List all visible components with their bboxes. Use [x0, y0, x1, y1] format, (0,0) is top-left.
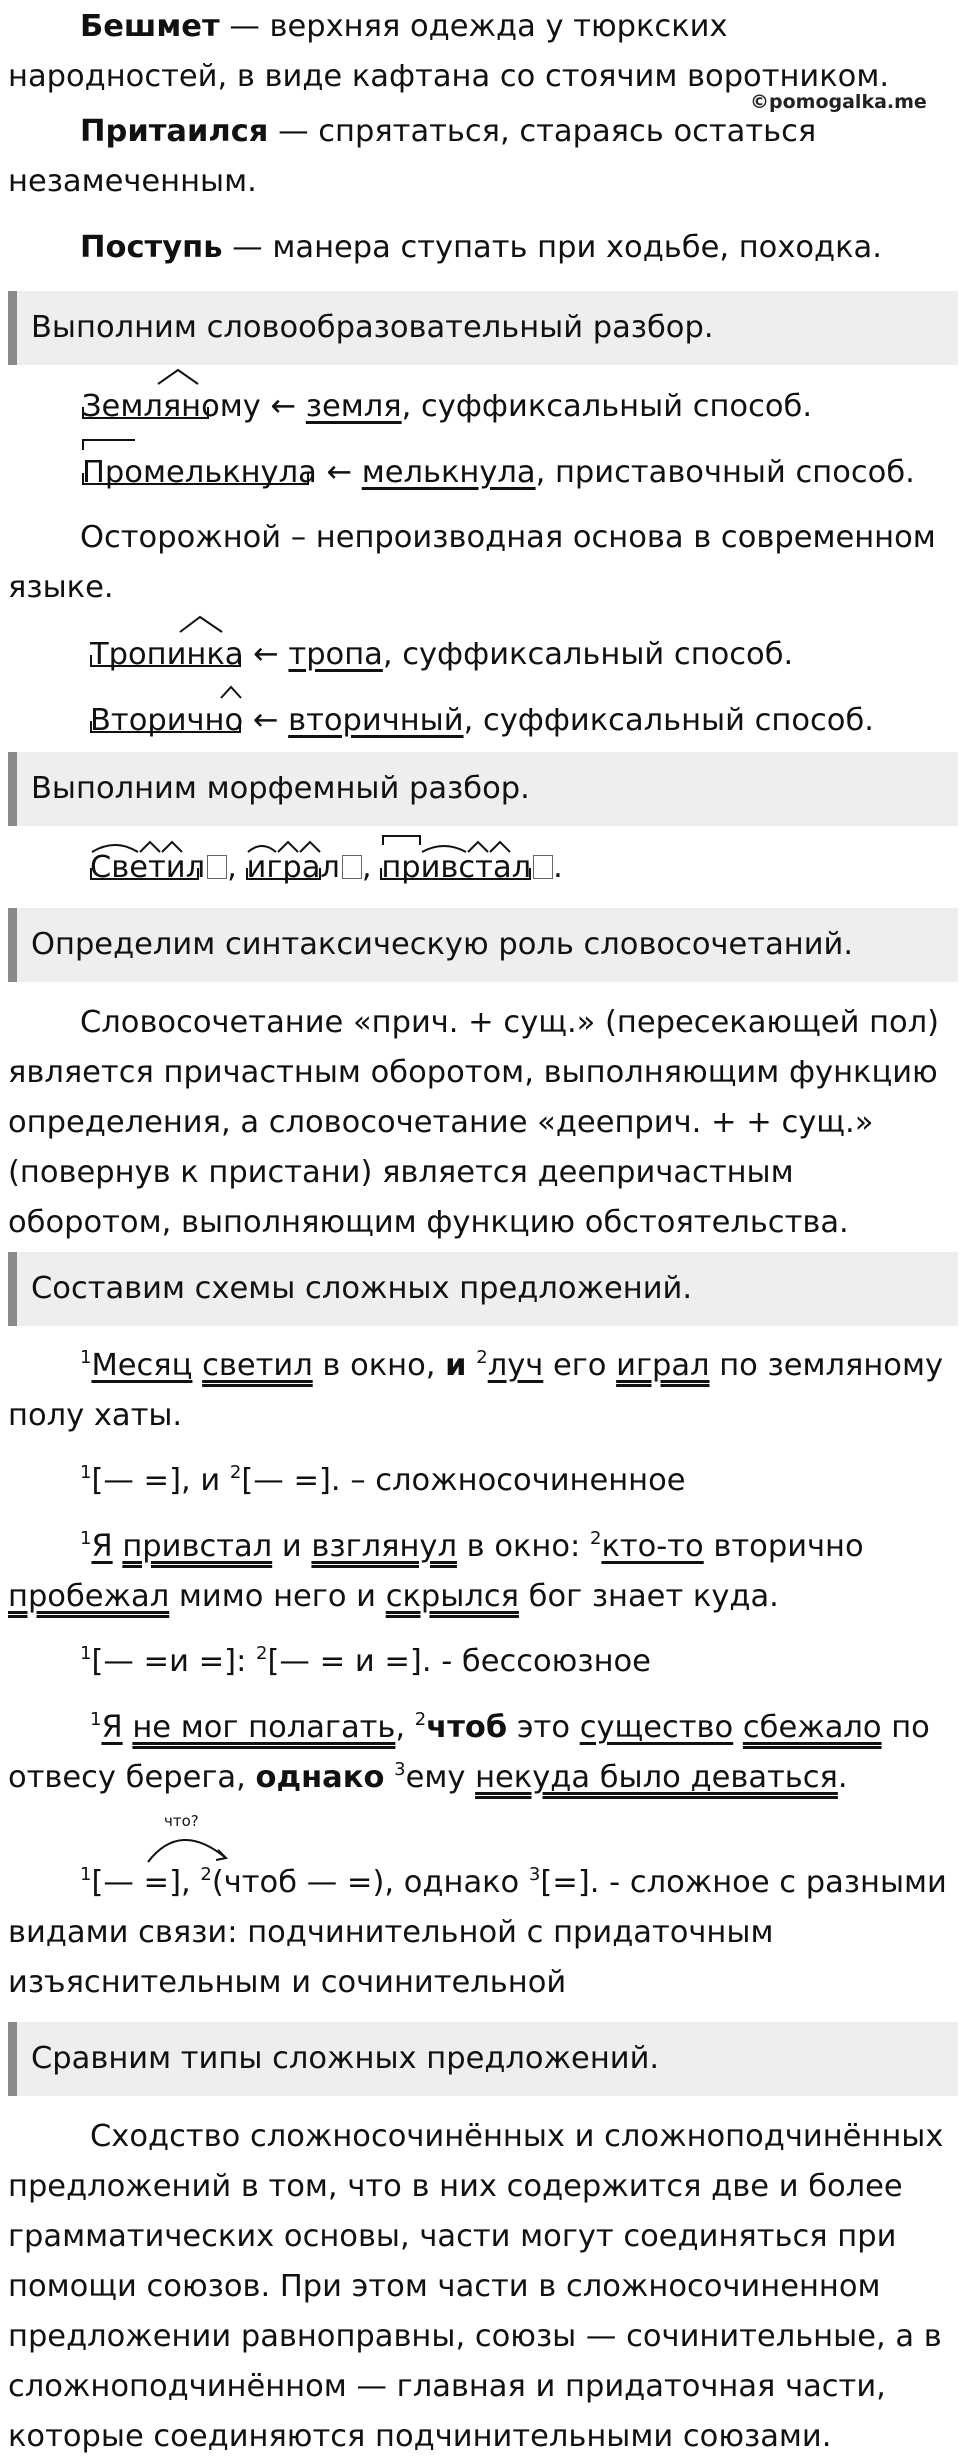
definition-beshmet: Бешмет — верхняя одежда у тюркских народностей, в виде кафтана со стоячим воротником.: [8, 9, 890, 94]
conjunction: однако: [255, 1760, 385, 1795]
wf-line-ostorozhnoy: Осторожной – непроизводная основа в современном языке.: [8, 520, 936, 605]
predicate: пробежал: [8, 1579, 170, 1614]
sentence-3: $^1$Я не мог полагать, $^2$чтоб это существо сбежало по отвесу берега, однако $^3$ему некуда было деваться.: [8, 1709, 930, 1795]
subject: Я: [91, 1529, 113, 1564]
section-header-syntax: Определим синтаксическую роль словосочетаний.: [8, 908, 958, 982]
sentence-1: $^1$Месяц светил в окно, и $^2$луч его играл по земляному полу хаты.: [8, 1347, 944, 1433]
wf-word: Промелькнула: [82, 455, 317, 490]
predicate: взглянул: [311, 1529, 457, 1564]
predicate: скрылся: [385, 1579, 519, 1614]
predicate: не мог полагать: [132, 1710, 396, 1745]
scheme-1: $^1$[— =], и $^2$[— =]. – сложносочиненное: [80, 1462, 686, 1498]
wf-line-promelknula: Промелькнула ← мелькнула, приставочный способ.: [82, 455, 915, 490]
predicate: привстал: [122, 1529, 273, 1564]
morph-word-privstal: привстал: [381, 850, 532, 885]
conjunction: и: [445, 1348, 467, 1383]
subject: кто-то: [601, 1529, 704, 1564]
section-header-compare: Сравним типы сложных предложений.: [8, 2022, 958, 2096]
wf-line-tropinka: Тропинка ← тропа, суффиксальный способ.: [90, 637, 794, 672]
watermark: ©pomogalka.me: [750, 91, 927, 113]
scheme-3: $^1$[— =], $^2$(чтоб — =), однако $^3$[=]. - сложное с разными видами связи: подчинительной с придаточным изъяснительным и сочинительной: [8, 1864, 947, 2000]
wf-base: тропа: [288, 637, 383, 672]
predicate: некуда было деваться: [475, 1760, 838, 1795]
wf-word: Вторично: [90, 703, 244, 738]
section-header-word-formation: Выполним словообразовательный разбор.: [8, 291, 958, 365]
wf-line-zemlyanomu: Земляному ← земля, суффиксальный способ.: [82, 389, 813, 424]
wf-base: вторичный: [288, 703, 464, 738]
subject: Месяц: [91, 1348, 193, 1383]
compare-paragraph: Сходство сложносочинённых и сложноподчинённых предложений в том, что в них содержится две и более грамматических основы, части могут соединяться при помощи союзов. При этом части в сложносочиненном предложении равноправны, союзы — сочинительные, а в сложноподчинённом — главная и придаточная части, которые соединяются подчинительными союзами.: [8, 2119, 944, 2454]
zero-ending-icon: [342, 855, 362, 879]
morph-word-svetil: Светил: [90, 850, 206, 885]
section-header-schemes: Составим схемы сложных предложений.: [8, 1252, 958, 1326]
zero-ending-icon: [207, 855, 227, 879]
morph-line: Светил , играл , привстал .: [90, 850, 563, 885]
predicate: светил: [202, 1348, 313, 1383]
zero-ending-icon: [533, 855, 553, 879]
subject: Я: [101, 1710, 123, 1745]
wf-word: Тропинка: [90, 637, 244, 672]
wf-base: мелькнула: [361, 455, 536, 490]
definition-pritailsya: Притаился — спрятаться, стараясь остаться незамеченным.: [8, 114, 817, 199]
definition-postup: Поступь — манера ступать при ходьбе, походка.: [80, 230, 882, 265]
morph-word-igral: играл: [246, 850, 340, 885]
subject: существо: [579, 1710, 734, 1745]
wf-word: Земляному: [82, 389, 261, 424]
predicate: сбежало: [742, 1710, 882, 1745]
section-header-morpheme: Выполним морфемный разбор.: [8, 752, 958, 826]
question-label: что?: [164, 1812, 199, 1830]
subject: луч: [487, 1348, 544, 1383]
sentence-2: $^1$Я привстал и взглянул в окно: $^2$кто-то вторично пробежал мимо него и скрылся бог знает куда.: [8, 1528, 864, 1614]
syntax-paragraph: Словосочетание «прич. + сущ.» (пересекающей пол) является причастным оборотом, выполняющим функцию определения, а словосочетание «дееприч. + + сущ.» (повернув к пристани) является деепричастным оборотом, выполняющим функцию обстоятельства.: [8, 1005, 940, 1240]
scheme-2: $^1$[— =и =]: $^2$[— = и =]. - бессоюзное: [80, 1643, 651, 1679]
conjunction: чтоб: [426, 1710, 508, 1745]
predicate: играл: [616, 1348, 710, 1383]
wf-line-vtorichno: Вторично ← вторичный, суффиксальный способ.: [90, 703, 874, 738]
wf-base: земля: [305, 389, 402, 424]
